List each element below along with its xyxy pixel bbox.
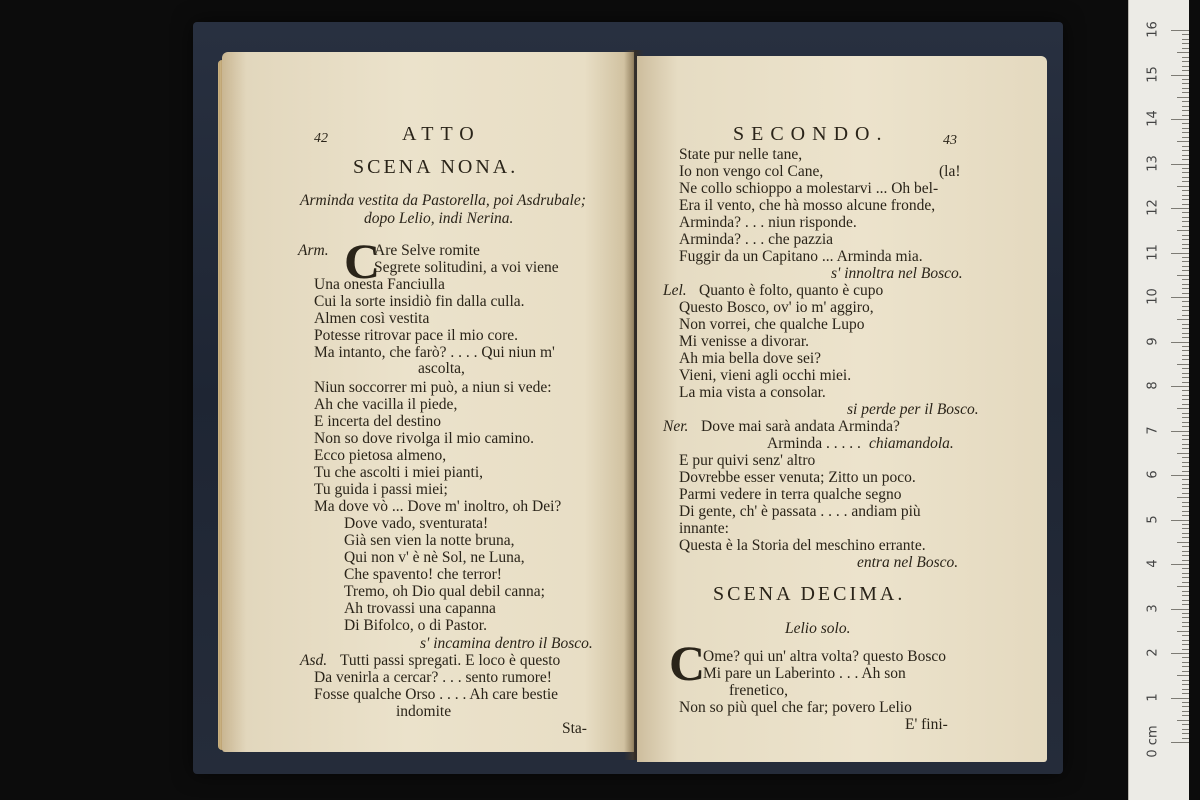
ruler-mm-tick [1182, 150, 1189, 151]
ruler-mm-tick [1182, 471, 1189, 472]
verse-line: E pur quivi senz' altro [679, 452, 816, 469]
ruler-label: 8 [1145, 381, 1161, 390]
ruler-mm-tick [1182, 257, 1189, 258]
ruler-mm-tick [1182, 244, 1189, 245]
verse-line: Di Bifolco, o di Pastor. [344, 617, 487, 634]
ruler-label: 5 [1145, 514, 1161, 524]
ruler-mm-tick [1182, 110, 1189, 111]
ruler-mm-tick [1182, 595, 1189, 596]
ruler-mm-tick [1182, 684, 1189, 685]
ruler-cm-tick [1171, 164, 1189, 165]
ruler-label: 16 [1145, 21, 1161, 38]
ruler-mm-tick [1182, 235, 1189, 236]
stage-direction-line: Arminda vestita da Pastorella, poi Asdrubale; [300, 192, 586, 209]
ruler-mm-tick [1182, 528, 1189, 529]
ruler-mm-tick [1182, 582, 1189, 583]
ruler-mm-tick [1182, 555, 1189, 556]
ruler-mm-tick [1182, 604, 1189, 605]
ruler-mm-tick [1182, 413, 1189, 414]
ruler-mm-tick [1182, 435, 1189, 436]
ruler-mm-tick [1182, 284, 1189, 285]
verse-line: Ah trovassi una capanna [344, 600, 496, 617]
ruler-mm-tick [1182, 155, 1189, 156]
right-running-head: SECONDO. [733, 123, 889, 145]
right-scene-title: SCENA DECIMA. [713, 583, 906, 605]
verse-line: Arminda? . . . niun risponde. [679, 214, 857, 231]
ruler-mm-tick [1177, 408, 1189, 409]
left-page-number: 42 [314, 131, 328, 146]
verse-line: Tremo, oh Dio qual debil canna; [344, 583, 545, 600]
verse-line: Che spavento! che terror! [344, 566, 502, 583]
right-page-number: 43 [943, 133, 957, 148]
ruler-mm-tick [1182, 261, 1189, 262]
ruler-mm-tick [1182, 310, 1189, 311]
ruler-cm-tick [1171, 119, 1189, 120]
drop-cap: C [344, 233, 381, 289]
speaker-label: Asd. [300, 652, 328, 669]
ruler-mm-tick [1182, 680, 1189, 681]
verse-line: Qui non v' è nè Sol, ne Luna, [344, 549, 525, 566]
ruler-mm-tick [1182, 359, 1189, 360]
left-page [222, 52, 634, 752]
stage-direction: entra nel Bosco. [857, 554, 959, 571]
ruler-label: 14 [1145, 110, 1161, 127]
ruler-label: 11 [1145, 243, 1161, 261]
ruler-mm-tick [1182, 395, 1189, 396]
ruler-mm-tick [1177, 631, 1189, 632]
ruler-mm-tick [1182, 635, 1189, 636]
verse-line: Potesse ritrovar pace il mio core. [314, 327, 519, 344]
ruler-mm-tick [1182, 43, 1189, 44]
verse-line: Dove vado, sventurata! [344, 515, 489, 532]
verse-line: Cui la sorte insidiò fin dalla culla. [314, 293, 525, 310]
verse-line: Fuggir da un Capitano ... Arminda mia. [679, 248, 923, 265]
ruler-mm-tick [1182, 573, 1189, 574]
ruler-mm-tick [1182, 373, 1189, 374]
ruler-label: 4 [1145, 559, 1161, 568]
ruler-mm-tick [1177, 586, 1189, 587]
ruler-mm-tick [1182, 702, 1189, 703]
verse-line: Non vorrei, che qualche Lupo [679, 316, 865, 333]
ruler-mm-tick [1182, 640, 1189, 641]
ruler-mm-tick [1182, 560, 1189, 561]
verse-line: La mia vista a consolar. [679, 384, 826, 401]
verse-line: Fosse qualche Orso . . . . Ah care bestie [314, 686, 559, 703]
ruler-mm-tick [1182, 729, 1189, 730]
ruler-mm-tick [1182, 417, 1189, 418]
ruler-mm-tick [1182, 315, 1189, 316]
ruler-mm-tick [1182, 462, 1189, 463]
ruler-mm-tick [1182, 66, 1189, 67]
verse-line: Mi pare un Laberinto . . . Ah son [703, 665, 906, 682]
ruler-cm-tick [1171, 475, 1189, 476]
verse-line: Ma intanto, che farò? . . . . Qui niun m' [314, 344, 555, 361]
ruler-cm-tick [1171, 742, 1189, 743]
ruler-mm-tick [1177, 720, 1189, 721]
ruler-mm-tick [1182, 146, 1189, 147]
left-scene-title: SCENA NONA. [353, 156, 519, 178]
ruler-mm-tick [1182, 617, 1189, 618]
ruler-mm-tick [1182, 328, 1189, 329]
ruler-mm-tick [1182, 546, 1189, 547]
ruler-mm-tick [1182, 399, 1189, 400]
verse-line: frenetico, [729, 682, 788, 699]
verse-line: Arminda? . . . che pazzia [679, 231, 834, 248]
ruler-mm-tick [1182, 626, 1189, 627]
exit-direction: s' incamina dentro il Bosco. [420, 635, 593, 652]
verse-line: Ah mia bella dove sei? [679, 350, 822, 367]
ruler-mm-tick [1182, 337, 1189, 338]
verse-line: Io non vengo col Cane, [679, 163, 824, 180]
verse-line: Tu che ascolti i miei pianti, [314, 464, 484, 481]
ruler-mm-tick [1182, 591, 1189, 592]
verse-line: Mi venisse a divorar. [679, 333, 810, 350]
ruler-label: 13 [1145, 154, 1161, 172]
ruler-mm-tick [1182, 61, 1189, 62]
verse-line: ascolta, [418, 360, 465, 377]
verse-line: Ma dove vò ... Dove m' inoltro, oh Dei? [314, 498, 562, 515]
verse-line: Tu guida i passi miei; [314, 481, 448, 498]
verse-line: innante: [679, 520, 729, 537]
verse-line: Una onesta Fanciulla [314, 276, 445, 293]
ruler-mm-tick [1182, 128, 1189, 129]
ruler-mm-tick [1182, 706, 1189, 707]
ruler-cm-tick [1171, 297, 1189, 298]
ruler-label: 12 [1145, 199, 1161, 216]
ruler-label: 0 cm [1145, 725, 1161, 758]
stage-direction-line: dopo Lelio, indi Nerina. [364, 210, 514, 227]
ruler-mm-tick [1182, 204, 1189, 205]
verse-line: Dove mai sarà andata Arminda? [701, 418, 900, 435]
speaker-label: Arm. [298, 242, 329, 259]
ruler-mm-tick [1182, 239, 1189, 240]
ruler-mm-tick [1182, 715, 1189, 716]
ruler-label: 15 [1145, 65, 1161, 83]
ruler-mm-tick [1182, 426, 1189, 427]
ruler-mm-tick [1182, 644, 1189, 645]
ruler-mm-tick [1177, 453, 1189, 454]
catchword: E' fini- [905, 716, 948, 733]
ruler-mm-tick [1182, 355, 1189, 356]
ruler-mm-tick [1182, 177, 1189, 178]
ruler-mm-tick [1182, 195, 1189, 196]
ruler-mm-tick [1182, 515, 1189, 516]
right-page [637, 56, 1047, 762]
ruler-mm-tick [1182, 159, 1189, 160]
ruler-mm-tick [1182, 48, 1189, 49]
ruler-label: 2 [1145, 648, 1161, 657]
ruler-mm-tick [1182, 306, 1189, 307]
ruler-mm-tick [1182, 115, 1189, 116]
ruler-mm-tick [1182, 226, 1189, 227]
ruler-mm-tick [1177, 675, 1189, 676]
ruler-mm-tick [1182, 221, 1189, 222]
ruler-mm-tick [1182, 382, 1189, 383]
ruler-mm-tick [1177, 97, 1189, 98]
ruler-mm-tick [1177, 230, 1189, 231]
ruler-mm-tick [1182, 568, 1189, 569]
verse-line: Da venirla a cercar? . . . sento rumore! [314, 669, 552, 686]
ruler-mm-tick [1177, 52, 1189, 53]
ruler-mm-tick [1182, 293, 1189, 294]
ruler-mm-tick [1182, 689, 1189, 690]
verse-line: Almen così vestita [314, 310, 430, 327]
ruler-mm-tick [1182, 79, 1189, 80]
ruler-mm-tick [1182, 57, 1189, 58]
ruler-mm-tick [1182, 390, 1189, 391]
ruler-mm-tick [1182, 346, 1189, 347]
ruler-mm-tick [1182, 422, 1189, 423]
ruler-mm-tick [1182, 649, 1189, 650]
ruler-label: 7 [1145, 425, 1161, 435]
verse-line: Dovrebbe esser venuta; Zitto un poco. [679, 469, 916, 486]
ruler-label: 3 [1145, 603, 1161, 613]
ruler-cm-tick [1171, 520, 1189, 521]
ruler-mm-tick [1177, 275, 1189, 276]
ruler-mm-tick [1182, 671, 1189, 672]
ruler-mm-tick [1177, 141, 1189, 142]
ruler-mm-tick [1182, 724, 1189, 725]
speaker-label: Ner. [663, 418, 689, 435]
ruler-mm-tick [1182, 666, 1189, 667]
ruler-mm-tick [1182, 622, 1189, 623]
ruler-mm-tick [1182, 333, 1189, 334]
ruler-mm-tick [1182, 324, 1189, 325]
ruler-mm-tick [1182, 484, 1189, 485]
ruler-mm-tick [1182, 444, 1189, 445]
verse-line: Già sen vien la notte bruna, [344, 532, 515, 549]
ruler-mm-tick [1182, 101, 1189, 102]
ruler-mm-tick [1182, 168, 1189, 169]
ruler-mm-tick [1182, 132, 1189, 133]
ruler-mm-tick [1182, 266, 1189, 267]
ruler-cm-tick [1171, 386, 1189, 387]
ruler-mm-tick [1182, 92, 1189, 93]
ruler-mm-tick [1177, 186, 1189, 187]
ruler-mm-tick [1182, 533, 1189, 534]
ruler-mm-tick [1182, 537, 1189, 538]
verse-line: E incerta del destino [314, 413, 441, 430]
ruler-mm-tick [1182, 524, 1189, 525]
ruler-cm-tick [1171, 653, 1189, 654]
ruler-mm-tick [1182, 279, 1189, 280]
ruler-cm-tick [1171, 253, 1189, 254]
verse-line: Quanto è folto, quanto è cupo [699, 282, 884, 299]
ruler-mm-tick [1182, 466, 1189, 467]
ruler-label: 10 [1145, 288, 1161, 305]
verse-line: indomite [396, 703, 452, 720]
ruler-mm-tick [1182, 270, 1189, 271]
ruler-mm-tick [1182, 39, 1189, 40]
ruler-mm-tick [1182, 199, 1189, 200]
ruler-mm-tick [1182, 448, 1189, 449]
ruler-mm-tick [1182, 577, 1189, 578]
ruler-mm-tick [1182, 350, 1189, 351]
ruler-mm-tick [1182, 738, 1189, 739]
drop-cap: C [669, 635, 706, 691]
ruler-mm-tick [1177, 542, 1189, 543]
ruler-mm-tick [1182, 502, 1189, 503]
ruler-mm-tick [1182, 70, 1189, 71]
ruler-mm-tick [1182, 613, 1189, 614]
ruler-mm-tick [1182, 662, 1189, 663]
ruler-mm-tick [1182, 106, 1189, 107]
ruler-cm-tick [1171, 431, 1189, 432]
ruler-mm-tick [1182, 34, 1189, 35]
ruler-mm-tick [1182, 248, 1189, 249]
verse-line: Arminda . . . . . [767, 435, 861, 452]
ruler-mm-tick [1182, 172, 1189, 173]
ruler-mm-tick [1182, 137, 1189, 138]
verse-line: Are Selve romite [374, 242, 480, 259]
ruler-cm-tick [1171, 75, 1189, 76]
ruler-mm-tick [1182, 733, 1189, 734]
verse-line: Questo Bosco, ov' io m' aggiro, [679, 299, 874, 316]
ruler-mm-tick [1177, 319, 1189, 320]
ruler-cm-tick [1171, 698, 1189, 699]
speaker-label: Lel. [663, 282, 687, 299]
ruler-cm-tick [1171, 564, 1189, 565]
verse-line: Vieni, vieni agli occhi miei. [679, 367, 852, 384]
ruler-mm-tick [1182, 181, 1189, 182]
ruler-mm-tick [1182, 217, 1189, 218]
ruler-cm-tick [1171, 208, 1189, 209]
ruler-cm-tick [1171, 342, 1189, 343]
verse-line: Segrete solitudini, a voi viene [374, 259, 559, 276]
verse-line: Parmi vedere in terra qualche segno [679, 486, 902, 503]
measuring-ruler [1128, 0, 1189, 800]
ruler-mm-tick [1182, 551, 1189, 552]
ruler-mm-tick [1182, 711, 1189, 712]
verse-line: Questa è la Storia del meschino errante. [679, 537, 926, 554]
ruler-mm-tick [1182, 404, 1189, 405]
verse-line: Ecco pietosa almeno, [314, 447, 447, 464]
verse-line: Ome? qui un' altra volta? questo Bosco [703, 648, 946, 665]
verse-line: Non so dove rivolga il mio camino. [314, 430, 534, 447]
ruler-label: 9 [1145, 336, 1161, 346]
ruler-mm-tick [1182, 368, 1189, 369]
ruler-mm-tick [1182, 377, 1189, 378]
ruler-label: 6 [1145, 470, 1161, 479]
ruler-mm-tick [1182, 288, 1189, 289]
stage-direction: chiamandola. [869, 435, 954, 452]
ruler-mm-tick [1182, 123, 1189, 124]
ruler-mm-tick [1177, 364, 1189, 365]
ruler-mm-tick [1182, 212, 1189, 213]
ruler-mm-tick [1182, 479, 1189, 480]
ruler-mm-tick [1182, 657, 1189, 658]
ruler-mm-tick [1182, 190, 1189, 191]
verse-line: (la! [939, 163, 961, 180]
scene-subtitle: Lelio solo. [785, 620, 851, 637]
ruler-label: 1 [1145, 692, 1161, 702]
ruler-mm-tick [1177, 497, 1189, 498]
stage-direction: si perde per il Bosco. [847, 401, 979, 418]
verse-line: Non so più quel che far; povero Lelio [679, 699, 912, 716]
ruler-mm-tick [1182, 457, 1189, 458]
ruler-mm-tick [1182, 83, 1189, 84]
ruler-mm-tick [1182, 511, 1189, 512]
verse-line: Era il vento, che hà mosso alcune fronde, [679, 197, 936, 214]
verse-line: State pur nelle tane, [679, 146, 803, 163]
ruler-mm-tick [1182, 439, 1189, 440]
ruler-cm-tick [1171, 30, 1189, 31]
ruler-mm-tick [1182, 88, 1189, 89]
stage-direction: s' innoltra nel Bosco. [831, 265, 963, 282]
ruler-mm-tick [1182, 493, 1189, 494]
verse-line: Niun soccorrer mi può, a niun si vede: [314, 379, 552, 396]
ruler-mm-tick [1182, 301, 1189, 302]
ruler-mm-tick [1182, 693, 1189, 694]
ruler-mm-tick [1182, 600, 1189, 601]
ruler-mm-tick [1182, 488, 1189, 489]
verse-line: Ah che vacilla il piede, [314, 396, 458, 413]
ruler-cm-tick [1171, 609, 1189, 610]
catchword: Sta- [562, 720, 587, 737]
verse-line: Di gente, ch' è passata . . . . andiam più [679, 503, 921, 520]
ruler-mm-tick [1182, 506, 1189, 507]
left-running-head: ATTO [402, 123, 481, 145]
verse-line: Ne collo schioppo a molestarvi ... Oh bel- [679, 180, 939, 197]
verse-line: Tutti passi spregati. E loco è questo [340, 652, 561, 669]
